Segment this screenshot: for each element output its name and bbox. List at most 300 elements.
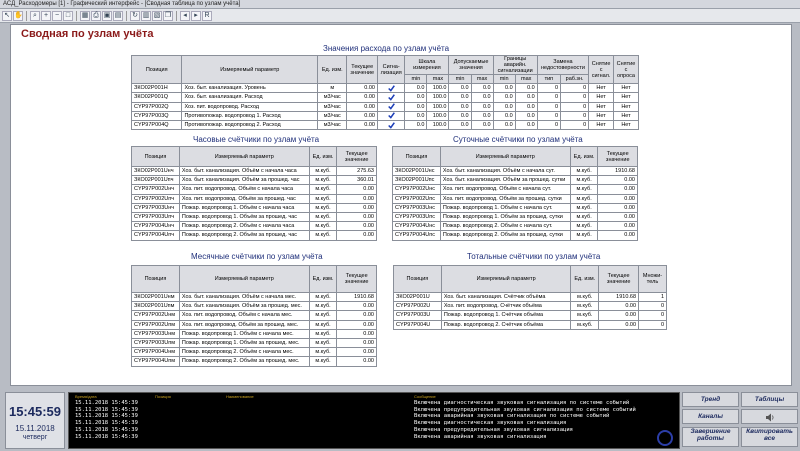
cell-current: 0.00 [337,311,377,320]
cell-tmax: 0.0 [471,84,493,93]
print-icon[interactable]: ⎙ [91,11,101,21]
cell-remove-signal: Нет [589,111,614,120]
cell-position: ЗКО02Р001Uнм [132,293,180,302]
cell-current: 0.00 [337,231,377,240]
event-datetime: 15.11.2018 15:45:39 [75,420,138,427]
toolbar-separator [176,11,177,21]
back-icon[interactable]: ◂ [180,11,190,21]
cell-multiplier: 0 [639,311,667,320]
cell-signal[interactable] [377,120,404,129]
cell-work: 0 [561,102,589,111]
cell-position: CYP97P003Uнс [393,203,441,212]
cell-current: 0.00 [598,194,638,203]
cell-param: Хоз. быт. канализация. Объём с начала часа [179,167,309,176]
zoom-icon[interactable]: ⌕ [30,11,40,21]
cell-param: Хоз. быт. канализация. Объём за прошед. час [179,176,309,185]
table-row[interactable] [132,348,377,357]
cell-param: Хоз. пит. водопровод. Объём с начала часа [179,185,309,194]
event-head-position: Позиция [155,394,171,399]
event-head-message: Сообщение [414,394,436,399]
summary-panel [10,24,792,386]
table-row[interactable] [132,320,377,329]
table-row[interactable] [132,311,377,320]
col-alarm-min: min [493,75,515,84]
acknowledge-all-button[interactable] [741,427,798,447]
table-row[interactable] [393,185,638,194]
cell-current: 0.00 [347,120,377,129]
flow-table [131,55,639,130]
cell-param: Пожар. водопровод 1. Объём с начала сут. [440,203,570,212]
cell-unit: м3/час [318,93,347,102]
col-remove-signal: Снятие с сигнал. [589,56,614,84]
cell-unit: м.куб. [571,302,599,311]
event-row[interactable] [69,400,679,407]
cell-param: Хоз. быт. канализация. Объём за прошед. мес. [179,302,309,311]
finish-label-2: работы [697,434,724,442]
monthly-table [131,265,377,367]
cell-position: CYP97P003Uпм [132,338,180,347]
toolbar-separator [76,11,77,21]
cell-param: Хоз. пит. водопровод. Объём за прошед. сутки [440,194,570,203]
cell-amax: 0.0 [515,93,537,102]
cell-param: Пожар. водопровод 2. Объём с начала сут. [440,222,570,231]
cell-param: Хоз. пит. водопровод. Объём за прошед. мес. [179,320,309,329]
cell-param: Пожар. водопровод 1. Счётчик объёма [441,311,571,320]
cell-smax: 100.0 [427,84,449,93]
cell-tmax: 0.0 [471,111,493,120]
event-row[interactable] [69,413,679,420]
table-row[interactable] [132,167,377,176]
col-position: Позиция [132,147,180,167]
cell-amin: 0.0 [493,102,515,111]
cell-position: CYP97P003Uпч [132,212,180,221]
table-row[interactable] [394,311,667,320]
cell-signal[interactable] [377,102,404,111]
bottom-panel [0,388,800,451]
save-icon[interactable]: ▣ [103,11,111,19]
event-head-time: Время/дата [75,394,97,399]
col-unit: Ед. изм. [318,56,347,84]
cell-tmin: 0.0 [449,120,471,129]
cell-type: 0 [537,93,560,102]
event-datetime: 15.11.2018 15:45:39 [75,406,138,413]
col-param: Измеряемый параметр [440,147,570,167]
col-remove-poll: Снятие с опроса [614,56,639,84]
cell-param: Пожар. водопровод 2. Объём за прошед. сутки [440,231,570,240]
cell-current: 0.00 [598,176,638,185]
cell-current: 0.00 [337,212,377,221]
cell-smin: 0.0 [405,102,427,111]
cell-current: 0.00 [337,185,377,194]
event-message: Включена диагностическая звуковая сигнализация по системе событий [414,400,630,406]
monthly-section-title: Месячные счётчики по узлам учёта [191,252,323,261]
cell-unit: м.куб. [309,320,337,329]
col-current: Текущее значение [598,147,638,167]
cell-amax: 0.0 [515,111,537,120]
cell-unit: м3/час [318,102,347,111]
r-button[interactable]: R [202,11,212,21]
cell-position: CYP97P002Uнм [132,311,180,320]
col-position: Позиция [394,266,442,293]
cell-position: CYP97P004U [394,320,442,329]
cell-current: 0.00 [337,302,377,311]
forward-icon[interactable]: ▸ [191,11,201,21]
cell-unit: м.куб. [571,293,599,302]
table-row[interactable] [393,203,638,212]
cell-unit: м.куб. [309,185,337,194]
cell-unit: м.куб. [309,203,337,212]
cell-tmax: 0.0 [471,102,493,111]
cell-unit: м.куб. [570,212,598,221]
cell-unit: м.куб. [309,194,337,203]
cell-amax: 0.0 [515,84,537,93]
cell-position: CYP97P002Uпм [132,320,180,329]
cell-tmax: 0.0 [471,120,493,129]
cell-current: 0.00 [337,329,377,338]
col-tol-max: max [471,75,493,84]
window-title: АСД_Расходомеры [1] - Графический интерфейс - [Сводная таблица по узлам учёта] [3,1,241,7]
cell-param: Хоз. быт. канализация. Уровень [182,84,318,93]
cell-position: ЗКО02Р001Uпс [393,176,441,185]
cell-position: ЗКО02Р001Н [132,84,182,93]
finish-label-1: Завершение [690,428,731,435]
cell-position: CYP97P003Q [132,111,182,120]
checkmark-icon [388,103,395,110]
total-section-title: Тотальные счётчики по узлам учёта [467,252,601,261]
cell-current: 0.00 [337,348,377,357]
col-tol-min: min [449,75,471,84]
table-row[interactable] [132,222,377,231]
cell-work: 0 [561,120,589,129]
cell-unit: м.куб. [570,167,598,176]
col-tolerance: Допускаемые значения [449,56,493,75]
cell-param: Пожар. водопровод 2. Счётчик объёма [441,320,571,329]
cell-multiplier: 0 [639,320,667,329]
clock-time: 15:45:59 [8,404,62,419]
event-datetime: 15.11.2018 15:45:39 [75,426,138,433]
cell-param: Пожар. водопровод 1. Объём за прошед. сутки [440,212,570,221]
cell-unit: м.куб. [309,176,337,185]
table-row[interactable] [132,302,377,311]
cell-param: Пожар. водопровод 1. Объём с начала мес. [179,329,309,338]
sound-ring-icon[interactable] [657,430,673,446]
event-log[interactable] [68,392,680,449]
zoom-fit-icon[interactable]: □ [63,11,73,21]
hand-icon[interactable]: ✋ [14,11,23,19]
cell-position: ЗКО02Р001Uнс [393,167,441,176]
checkmark-icon [388,122,395,129]
chart-icon[interactable]: ▧ [153,11,161,19]
cell-unit: м.куб. [309,329,337,338]
ack-label-1: Квитировать [746,428,793,435]
cell-smin: 0.0 [405,120,427,129]
refresh-icon[interactable]: ↻ [130,11,140,21]
cell-current: 0.00 [598,203,638,212]
cell-param: Хоз. пит. водопровод. Счётчик объёма [441,302,571,311]
flow-section-title: Значения расхода по узлам учёта [323,44,450,53]
cell-current: 0.00 [347,84,377,93]
cell-current: 0.00 [598,185,638,194]
cell-amax: 0.0 [515,102,537,111]
event-datetime: 15.11.2018 15:45:39 [75,433,138,440]
col-param: Измеряемый параметр [441,266,571,293]
page-title: Сводная по узлам учёта [21,28,154,40]
cell-param: Хоз. быт. канализация. Расход [182,93,318,102]
table-row[interactable] [132,357,377,366]
cell-remove-poll: Нет [614,84,639,93]
hourly-section-title: Часовые счётчики по узлам учёта [193,135,320,144]
open-icon[interactable]: ▤ [114,11,122,19]
table-row[interactable] [393,231,638,240]
cell-param: Хоз. быт. канализация. Объём с начала мес. [179,293,309,302]
cell-current: 360.01 [337,176,377,185]
cell-param: Хоз. пит. водопровод. Расход [182,102,318,111]
cell-param: Противопожар. водопровод 1. Расход [182,111,318,120]
event-message: Включена диагностическая звуковая сигнализация [414,420,567,427]
col-position: Позиция [393,147,441,167]
cell-tmax: 0.0 [471,93,493,102]
col-repl-work: раб.зн. [561,75,589,84]
table-row[interactable] [132,176,377,185]
cell-unit: м.куб. [309,357,337,366]
cell-position: CYP97P003Uнч [132,203,180,212]
col-signal: Сигна-лизация [377,56,404,84]
table-row[interactable] [393,167,638,176]
cell-position: ЗКО02Р001Q [132,93,182,102]
col-unit: Ед. изм. [571,266,599,293]
table-row[interactable] [393,222,638,231]
cell-smin: 0.0 [405,111,427,120]
col-multiplier: Множи-тель [639,266,667,293]
cell-tmin: 0.0 [449,102,471,111]
table-row[interactable] [132,185,377,194]
cell-position: CYP97P003Uнм [132,329,180,338]
cell-current: 0.00 [599,311,639,320]
daily-table [392,146,638,241]
cell-param: Пожар. водопровод 1. Объём за прошед. час [179,212,309,221]
cell-remove-poll: Нет [614,93,639,102]
cell-param: Хоз. быт. канализация. Объём с начала сут. [440,167,570,176]
cell-unit: м3/час [318,111,347,120]
copy-icon[interactable]: ❐ [164,11,172,19]
checkmark-icon [388,85,395,92]
cell-current: 1910.68 [599,293,639,302]
cell-multiplier: 1 [639,293,667,302]
cell-current: 0.00 [598,222,638,231]
cell-position: CYP97P002Uпч [132,194,180,203]
cell-unit: м.куб. [309,212,337,221]
cell-position: CYP97P004Uпч [132,231,180,240]
event-message: Включена аварийная звуковая сигнализация [414,433,547,440]
table-row[interactable] [132,212,377,221]
cell-unit: м.куб. [309,222,337,231]
cell-position: CYP97P002Uнс [393,185,441,194]
cell-smax: 100.0 [427,102,449,111]
cell-position: CYP97P003Uпс [393,212,441,221]
col-alarm-limits: Границы аварийн. сигнализации [493,56,537,75]
event-datetime: 15.11.2018 15:45:39 [75,413,138,420]
cell-unit: м3/час [318,120,347,129]
cell-signal[interactable] [377,93,404,102]
col-param: Измеряемый параметр [179,266,309,293]
cell-position: ЗКО02Р001U [394,293,442,302]
channels-button[interactable]: Каналы [682,409,739,424]
cursor-icon[interactable]: ↖ [2,11,12,21]
checkmark-icon [388,112,395,119]
col-scale: Шкала измерения [405,56,449,75]
col-param: Измеряемый параметр [179,147,309,167]
toolbar-separator [26,11,27,21]
cell-position: CYP97P002Uпс [393,194,441,203]
cell-current: 0.00 [337,338,377,347]
table-row[interactable] [394,293,667,302]
cell-position: CYP97P004Uнч [132,222,180,231]
cell-unit: м.куб. [570,194,598,203]
cell-signal[interactable] [377,84,404,93]
cell-smax: 100.0 [427,111,449,120]
tables-button[interactable]: Таблицы [741,392,798,407]
checkmark-icon [388,94,395,101]
cell-remove-poll: Нет [614,111,639,120]
toolbar [0,9,800,23]
cell-work: 0 [561,84,589,93]
col-current: Текущее значение [337,266,377,293]
cell-position: CYP97P004Uнм [132,348,180,357]
table-row[interactable] [132,102,639,111]
cell-unit: м.куб. [570,185,598,194]
table-row[interactable] [393,176,638,185]
col-unit: Ед. изм. [570,147,598,167]
cell-type: 0 [537,111,560,120]
daily-section-title: Суточные счётчики по узлам учёта [453,135,583,144]
cell-param: Хоз. пит. водопровод. Объём с начала мес. [179,311,309,320]
cell-unit: м.куб. [309,302,337,311]
cell-multiplier: 0 [639,302,667,311]
cell-param: Пожар. водопровод 2. Объём за прошед. час [179,231,309,240]
col-unit: Ед. изм. [309,147,337,167]
col-alarm-max: max [515,75,537,84]
event-head-name: Наименование [226,394,254,399]
cell-type: 0 [537,102,560,111]
cell-param: Пожар. водопровод 1. Объём с начала часа [179,203,309,212]
table-row[interactable] [394,320,667,329]
cell-remove-poll: Нет [614,120,639,129]
cell-current: 0.00 [598,231,638,240]
cell-current: 0.00 [599,302,639,311]
cell-unit: м [318,84,347,93]
cell-current: 0.00 [337,222,377,231]
table-row[interactable] [393,194,638,203]
table-row[interactable] [132,231,377,240]
table-row[interactable] [132,203,377,212]
cell-smax: 100.0 [427,93,449,102]
table-icon[interactable]: ▥ [142,11,150,19]
table-row[interactable] [132,120,639,129]
table-row[interactable] [132,93,639,102]
cell-position: CYP97P004Uпс [393,231,441,240]
cell-position: CYP97P004Uпм [132,357,180,366]
event-row[interactable] [69,420,679,427]
col-scale-max: max [427,75,449,84]
cell-position: CYP97P002Q [132,102,182,111]
cell-param: Хоз. пит. водопровод. Объём за прошед. час [179,194,309,203]
cell-amin: 0.0 [493,93,515,102]
cell-current: 0.00 [598,212,638,221]
ack-label-2: все [764,434,775,442]
event-message: Включена предупредительная звуковая сигнализация по системе событий [414,406,636,413]
cell-tmin: 0.0 [449,84,471,93]
cell-unit: м.куб. [309,231,337,240]
cell-remove-poll: Нет [614,102,639,111]
cell-unit: м.куб. [309,338,337,347]
table-row[interactable] [132,338,377,347]
cell-current: 0.00 [599,320,639,329]
event-row[interactable] [69,434,679,441]
cell-smin: 0.0 [405,93,427,102]
table-row[interactable] [132,293,377,302]
cell-remove-signal: Нет [589,93,614,102]
col-unit: Ед. изм. [309,266,337,293]
col-current: Текущее значение [347,56,377,84]
cell-amin: 0.0 [493,111,515,120]
event-message: Включена предупредительная звуковая сигнализация [414,426,573,433]
cell-type: 0 [537,84,560,93]
cell-signal[interactable] [377,111,404,120]
cell-type: 0 [537,120,560,129]
zoom-in-icon[interactable]: + [41,11,51,21]
cell-param: Хоз. быт. канализация. Счётчик объёма [441,293,571,302]
cell-amin: 0.0 [493,120,515,129]
zoom-out-icon[interactable]: − [52,11,62,21]
cell-current: 0.00 [347,93,377,102]
col-scale-min: min [405,75,427,84]
table-row[interactable] [132,84,639,93]
cell-current: 0.00 [337,194,377,203]
table-row[interactable] [132,329,377,338]
cell-amin: 0.0 [493,84,515,93]
grid-icon[interactable]: ▦ [81,11,89,19]
cell-smax: 100.0 [427,120,449,129]
cell-unit: м.куб. [309,348,337,357]
cell-amax: 0.0 [515,120,537,129]
col-position: Позиция [132,56,182,84]
cell-position: CYP97P003U [394,311,442,320]
cell-current: 1910.68 [598,167,638,176]
cell-param: Пожар. водопровод 2. Объём с начала часа [179,222,309,231]
cell-remove-signal: Нет [589,84,614,93]
col-position: Позиция [132,266,180,293]
cell-unit: м.куб. [570,231,598,240]
clock-panel [5,392,65,449]
col-current: Текущее значение [599,266,639,293]
cell-current: 0.00 [337,357,377,366]
trend-button[interactable]: Тренд [682,392,739,407]
cell-unit: м.куб. [570,176,598,185]
cell-current: 0.00 [347,102,377,111]
col-param: Измеряемый параметр [182,56,318,84]
table-row[interactable] [393,212,638,221]
finish-work-button[interactable] [682,427,739,447]
speaker-button[interactable] [741,409,798,424]
cell-unit: м.куб. [309,293,337,302]
cell-remove-signal: Нет [589,120,614,129]
cell-current: 1910.68 [337,293,377,302]
table-row[interactable] [394,302,667,311]
table-row[interactable] [132,194,377,203]
event-row[interactable] [69,427,679,434]
table-row[interactable] [132,111,639,120]
cell-position: CYP97P004Uнс [393,222,441,231]
